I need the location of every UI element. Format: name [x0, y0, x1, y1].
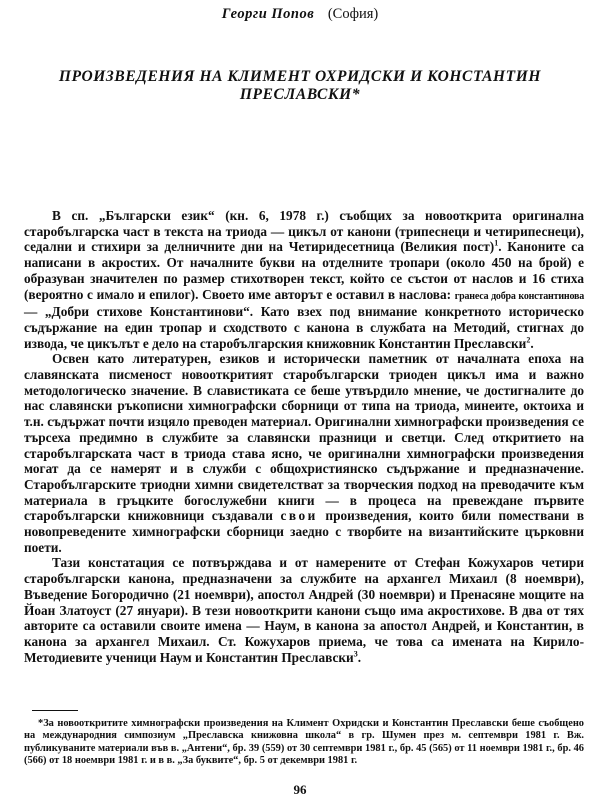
footnote-ref-1: 1: [494, 238, 499, 248]
paragraph-3: [24, 555, 584, 665]
p1-text-c: — „Добри стихове Константинови“. Като взех под внимание конкретното историческо съдържание на един тропар и сходството с канона в службата на Методий, стигнах до извода, че цикълът е дело на старобългарския книжовник Константин Преславски: [24, 304, 584, 351]
p2-spaced-word: свои: [280, 508, 318, 524]
article-body: [24, 208, 584, 665]
paragraph-2: [24, 351, 584, 555]
header-author: Георги Попов: [221, 6, 315, 22]
paragraph-1: [24, 208, 584, 351]
p3-text-a: Тази констатация се потвърждава и от намерените от Стефан Кожухаров четири старобългарски канона, предназначени за службите на архангел Михаил (8 ноември), Въведение Богородично (21 ноември), апостол Андрей (30 ноември) и Пренасяне мощите на Йоан Златоуст (27 януари). В тези новооткрити канони също има акростихове. В два от тях авторите са оставили своите имена — Наум, в канона за апостол Андрей, и Константин, в канона за архангел Михаил. Ст. Кожухаров приема, че това са имената на Кирило-Методиевите ученици Наум и Константин Преславски: [24, 555, 584, 665]
footnote-ref-2: 2: [526, 335, 531, 345]
running-header: [0, 6, 600, 23]
footnote-divider: [32, 710, 78, 711]
footnote: [24, 718, 584, 768]
article-title: ПРОИЗВЕДЕНИЯ НА КЛИМЕНТ ОХРИДСКИ И КОНСТАНТИН ПРЕСЛАВСКИ*: [58, 68, 542, 103]
p1-text-a: В сп. „Български език“ (кн. 6, 1978 г.) съобщих за новооткрита оригинална старобългарска част в текста на триода — цикъл от канони (трипеснеци и четирипеснеци), седални и стихири за делничните дни на Четиридесетница (Великия пост): [24, 208, 584, 255]
p1-text-d: .: [530, 335, 534, 351]
old-church-slavonic-quote: гранеса добра константинова: [454, 290, 584, 302]
p3-text-b: .: [357, 649, 362, 665]
page-number: 96: [293, 782, 307, 797]
footnote-ref-3: 3: [353, 649, 358, 659]
p2-text-a: Освен като литературен, езиков и исторически паметник от началната епоха на славянската писменост новооткритият старобългарски триоден цикъл има и важно методологическо значение. В славистиката се беше утвърдило мнение, че достигналите до нас славянски ръкописни химнографски сборници от типа на триода, минеите, октоиха и т.н. съдържат почти изцяло преводен материал. Оригинални химнографски произведения се търсеха предимно в службите за славянски празници и светци. След откритието на старобългарската част в триода става ясно, че оригинални химнографски произведения могат да се намерят и в служби с общохристиянско съдържание и предназначение. Старобългарските триодни химни свидетелстват за творческия подход на преводачите към материала в гръцките богослужебни книги — в процеса на превеждане първите старобългарски книжовници създавали: [24, 351, 584, 524]
footnote-text: *За новооткритите химнографски произведения на Климент Охридски и Константин Преславски беше съобщено на международния симпозиум „Преславска книжовна школа“ в гр. Шумен през м. септември 1981 г. Вж. публикуваните материали във в. „Антени“, бр. 39 (559) от 30 септември 1981 г., бр. 45 (565) от 11 ноември 1981 г., бр. 46 (566) от 18 ноември 1981 г. и в в. „За буквите“, бр. 5 от декември 1981 г.: [24, 718, 584, 767]
p2-text-b: произведения, които били помествани в новопреведените химнографски сборници заедно с творбите на византийските църковни поети.: [24, 508, 585, 555]
p1-text-b: . Каноните са написани в акростих. От началните букви на отделните тропари (около 450 на брой) е образуван значителен по размер стихотворен текст, който се състои от наслов и 16 стиха (вероятно с имало и епилог). Своето име авторът е оставил в наслова:: [24, 239, 584, 302]
header-city: (София): [327, 6, 379, 22]
